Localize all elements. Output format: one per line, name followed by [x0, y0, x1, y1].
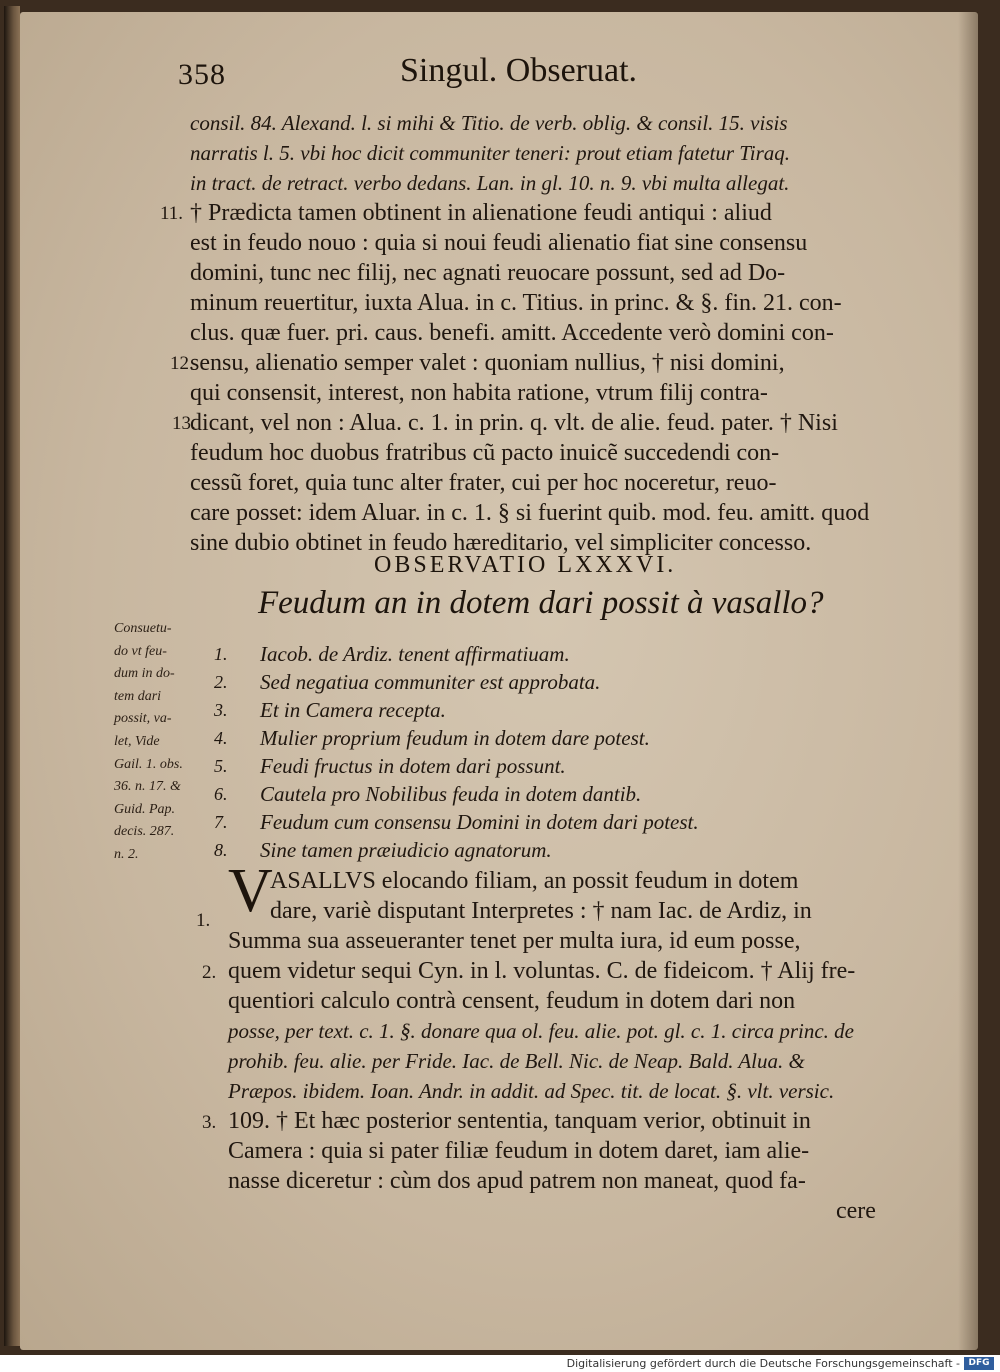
summary-item: [214, 752, 864, 780]
text-line: nasse diceretur : cùm dos apud patrem non maneat, quod fa-: [228, 1168, 806, 1194]
text-line: Præpos. ibidem. Ioan. Andr. in addit. ad Spec. tit. de locat. §. vlt. versic.: [228, 1079, 835, 1103]
text-line: quem videtur sequi Cyn. in l. voluntas. C. de fideicom. † Alij fre-: [228, 958, 856, 984]
summary-item: [214, 724, 864, 752]
summary-number: 7.: [214, 812, 228, 832]
observation-heading: OBSERVATIO LXXXVI.: [374, 552, 677, 578]
text-line: in tract. de retract. verbo dedans. Lan. in gl. 10. n. 9. vbi multa allegat.: [190, 171, 790, 195]
text-line: est in feudo nouo : quia si noui feudi alienatio fiat sine consensu: [190, 230, 808, 256]
top-text-block: [190, 108, 880, 558]
side-note-line: decis. 287.: [114, 824, 175, 840]
text-line: narratis l. 5. vbi hoc dicit communiter teneri: prout etiam fatetur Tiraq.: [190, 141, 791, 165]
margin-number: 13.: [172, 413, 196, 434]
text-line: dare, variè disputant Interpretes : † nam Iac. de Ardiz, in: [270, 898, 812, 924]
summary-item: [214, 808, 864, 836]
observation-title: Feudum an in dotem dari possit à vasallo?: [258, 585, 824, 621]
side-note-line: do vt feu-: [114, 643, 167, 659]
text-line: 109. † Et hæc posterior sententia, tanquam verior, obtinuit in: [228, 1108, 811, 1134]
side-note-line: possit, va-: [114, 711, 172, 727]
summary-item: [214, 696, 864, 724]
text-line: ASALLVS elocando filiam, an possit feudum in dotem: [270, 868, 799, 894]
summary-number: 1.: [214, 644, 228, 664]
text-line: clus. quæ fuer. pri. caus. benefi. amitt. Accedente verò domini con-: [190, 320, 834, 346]
side-note-line: n. 2.: [114, 846, 139, 862]
text-line: cere: [836, 1198, 876, 1224]
summary-text: Iacob. de Ardiz. tenent affirmatiuam.: [260, 642, 570, 666]
dfg-logo-icon: DFG: [964, 1357, 994, 1370]
footer-strip: [0, 1355, 1000, 1372]
side-note-line: let, Vide: [114, 733, 160, 749]
text-line: quentiori calculo contrà censent, feudum in dotem dari non: [228, 988, 796, 1014]
running-title: Singul. Obseruat.: [400, 52, 638, 89]
side-note-line: Guid. Pap.: [114, 801, 176, 817]
side-note-line: 36. n. 17. &: [114, 779, 181, 795]
summary-number: 4.: [214, 728, 228, 748]
text-line: Summa sua asseueranter tenet per multa iura, id eum posse,: [228, 928, 801, 954]
text-line: prohib. feu. alie. per Fride. Iac. de Bell. Nic. de Neap. Bald. Alua. &: [228, 1049, 805, 1073]
text-line: sensu, alienatio semper valet : quoniam nullius, † nisi domini,: [190, 350, 785, 376]
side-note-line: dum in do-: [114, 666, 175, 682]
summary-number: 5.: [214, 756, 228, 776]
summary-list: [214, 640, 864, 864]
margin-number: 1.: [196, 910, 211, 931]
summary-text: Feudum cum consensu Domini in dotem dari potest.: [260, 810, 699, 834]
body-text-block: [228, 866, 888, 1226]
summary-number: 8.: [214, 840, 228, 860]
text-line: Camera : quia si pater filiæ feudum in dotem daret, iam alie-: [228, 1138, 810, 1164]
summary-item: [214, 668, 864, 696]
summary-text: Mulier proprium feudum in dotem dare potest.: [260, 726, 650, 750]
funding-note: Digitalisierung gefördert durch die Deutsche Forschungsgemeinschaft -: [566, 1357, 960, 1370]
margin-number: 11.: [160, 203, 184, 224]
text-line: qui consensit, interest, non habita ratione, vtrum filij contra-: [190, 380, 768, 406]
summary-item: [214, 780, 864, 808]
summary-text: Feudi fructus in dotem dari possunt.: [260, 754, 566, 778]
text-line: cessũ foret, quia tunc alter frater, cui per hoc noceretur, reuo-: [190, 470, 777, 496]
page-number: 358: [178, 58, 226, 91]
summary-number: 6.: [214, 784, 228, 804]
summary-number: 2.: [214, 672, 228, 692]
summary-text: Sed negatiua communiter est approbata.: [260, 670, 601, 694]
summary-text: Cautela pro Nobilibus feuda in dotem dantib.: [260, 782, 642, 806]
drop-capital: V: [228, 857, 273, 925]
side-note: [114, 618, 214, 867]
page-header: [178, 52, 698, 102]
margin-number: 12.: [170, 353, 194, 374]
side-note-line: tem dari: [114, 688, 162, 704]
text-line: care posset: idem Aluar. in c. 1. § si fuerint quib. mod. feu. amitt. quod: [190, 500, 870, 526]
margin-number: 2.: [202, 962, 217, 983]
margin-number: 3.: [202, 1112, 217, 1133]
side-note-line: Consuetu-: [114, 621, 172, 636]
text-line: dicant, vel non : Alua. c. 1. in prin. q. vlt. de alie. feud. pater. † Nisi: [190, 410, 838, 436]
summary-number: 3.: [214, 700, 228, 720]
text-line: domini, tunc nec filij, nec agnati reuocare possunt, sed ad Do-: [190, 260, 786, 286]
page-shadow: [958, 12, 978, 1350]
side-note-line: Gail. 1. obs.: [114, 756, 183, 772]
text-line: consil. 84. Alexand. l. si mihi & Titio. de verb. oblig. & consil. 15. visis: [190, 111, 788, 135]
text-line: sine dubio obtinet in feudo hæreditario, vel simpliciter concesso.: [190, 530, 812, 556]
summary-text: Sine tamen præiudicio agnatorum.: [260, 838, 552, 862]
text-line: minum reuertitur, iuxta Alua. in c. Titius. in princ. & §. fin. 21. con-: [190, 290, 842, 316]
text-line: † Prædicta tamen obtinent in alienatione feudi antiqui : aliud: [190, 200, 772, 226]
text-line: feudum hoc duobus fratribus cũ pacto inuicẽ succedendi con-: [190, 440, 780, 466]
summary-text: Et in Camera recepta.: [260, 698, 446, 722]
book-spine-edge: [4, 6, 20, 1346]
summary-item: [214, 836, 864, 864]
text-line: posse, per text. c. 1. §. donare qua ol. feu. alie. pot. gl. c. 1. circa princ. de: [228, 1019, 854, 1043]
summary-item: [214, 640, 864, 668]
